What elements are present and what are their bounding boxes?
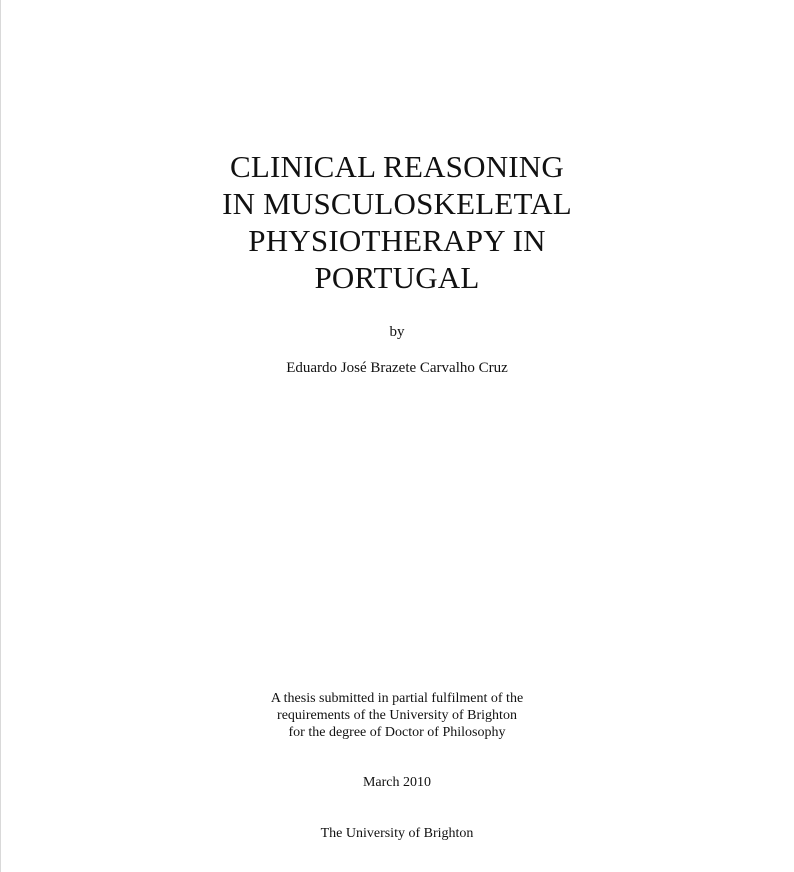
submission-date: March 2010: [362, 775, 432, 790]
title-line-4: PORTUGAL: [314, 260, 480, 295]
title-line-2: IN MUSCULOSKELETAL: [222, 186, 572, 221]
title-line-3: PHYSIOTHERAPY IN: [248, 223, 546, 258]
thesis-statement-line-1: A thesis submitted in partial fulfilment of the: [270, 691, 524, 706]
page-edge: [0, 0, 1, 872]
title-line-1: CLINICAL REASONING: [230, 149, 564, 184]
institution-name: The University of Brighton: [320, 826, 474, 841]
author-name: Eduardo José Brazete Carvalho Cruz: [286, 360, 508, 376]
by-label: by: [389, 324, 405, 340]
thesis-statement-line-3: for the degree of Doctor of Philosophy: [288, 725, 506, 740]
thesis-statement-line-2: requirements of the University of Brighton: [277, 708, 517, 723]
